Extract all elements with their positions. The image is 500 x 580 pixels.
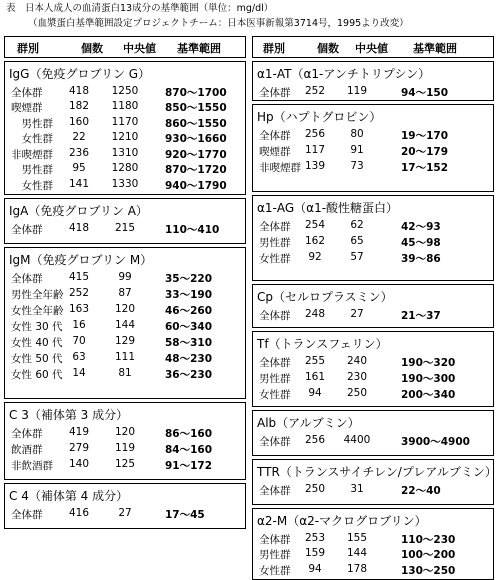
panel-title: α1-AT（α1-アンチトリプシン） bbox=[257, 67, 431, 81]
row-median: 250 bbox=[346, 387, 368, 399]
lab-panel bbox=[252, 61, 494, 101]
row-range: 91～172 bbox=[165, 460, 213, 472]
row-count: 250 bbox=[304, 483, 326, 495]
row-count: 182 bbox=[68, 100, 90, 113]
row-group: 女性群 bbox=[11, 133, 53, 146]
row-range: 920～1770 bbox=[165, 148, 227, 161]
row-group: 女性 50 代 bbox=[11, 353, 63, 365]
lab-panel bbox=[4, 198, 246, 244]
row-count: 162 bbox=[304, 235, 326, 247]
row-count: 139 bbox=[304, 160, 326, 172]
header-median: 中央値 bbox=[355, 42, 388, 55]
row-count: 163 bbox=[68, 303, 90, 315]
table-source-note: （血漿蛋白基準範囲設定プロジェクトチーム：日本医事新報第3714号，1995より改変） bbox=[28, 18, 409, 29]
row-median: 87 bbox=[118, 287, 132, 299]
row-median: 215 bbox=[114, 222, 136, 234]
row-median: 155 bbox=[346, 532, 368, 544]
row-count: 159 bbox=[304, 547, 326, 560]
lab-panel bbox=[4, 61, 246, 195]
row-group: 女性群 bbox=[259, 253, 291, 265]
row-group: 女性全年齢 bbox=[11, 305, 64, 317]
row-median: 125 bbox=[114, 458, 136, 470]
row-median: 144 bbox=[114, 319, 136, 331]
row-group: 全体群 bbox=[11, 224, 43, 236]
lab-panel bbox=[252, 459, 497, 505]
row-group: 男性群 bbox=[11, 164, 53, 177]
table-row bbox=[253, 218, 493, 234]
row-median: 91 bbox=[350, 144, 364, 156]
header-group: 群別 bbox=[17, 42, 39, 55]
row-median: 57 bbox=[350, 251, 364, 263]
row-group: 男性群 bbox=[259, 549, 291, 562]
row-count: 279 bbox=[68, 442, 90, 454]
table-row bbox=[5, 318, 245, 334]
row-range: 48～230 bbox=[165, 353, 213, 365]
row-median: 27 bbox=[350, 308, 364, 320]
row-count: 253 bbox=[304, 532, 326, 544]
row-range: 36～230 bbox=[165, 369, 213, 381]
right-column bbox=[252, 36, 497, 577]
row-count: 236 bbox=[68, 146, 90, 159]
panel-title: Alb（アルブミン） bbox=[257, 416, 360, 430]
row-range: 39～86 bbox=[401, 253, 441, 265]
table-row bbox=[253, 531, 493, 547]
table-row bbox=[253, 84, 493, 100]
row-range: 860～1550 bbox=[165, 117, 227, 130]
row-range: 86～160 bbox=[165, 428, 213, 440]
row-range: 850～1550 bbox=[165, 102, 227, 115]
row-group: 男性群 bbox=[259, 373, 291, 385]
row-group: 全体群 bbox=[259, 534, 291, 546]
header-count: 個数 bbox=[81, 42, 103, 55]
panel-title: α1-AG（α1-酸性糖蛋白） bbox=[257, 201, 399, 215]
header-count: 個数 bbox=[317, 42, 339, 55]
lab-panel bbox=[252, 195, 494, 281]
row-median: 62 bbox=[350, 219, 364, 231]
row-median: 120 bbox=[114, 303, 136, 315]
row-range: 17～152 bbox=[401, 162, 449, 174]
lab-panel bbox=[4, 402, 246, 480]
table-row bbox=[253, 370, 493, 386]
table-row bbox=[5, 506, 245, 522]
panel-title: Tf（トランスフェリン） bbox=[257, 337, 388, 351]
row-count: 161 bbox=[304, 371, 326, 383]
row-median: 4400 bbox=[343, 434, 371, 446]
row-count: 416 bbox=[68, 507, 90, 519]
row-range: 20～179 bbox=[401, 146, 449, 158]
table-row bbox=[5, 366, 245, 382]
lab-panel bbox=[252, 331, 494, 407]
left-table-header bbox=[4, 36, 246, 58]
row-count: 248 bbox=[304, 308, 326, 320]
row-count: 419 bbox=[68, 426, 90, 438]
row-count: 70 bbox=[72, 335, 86, 347]
row-range: 870～1720 bbox=[165, 164, 227, 177]
row-group: 飲酒群 bbox=[11, 444, 43, 456]
row-group: 全体群 bbox=[259, 436, 291, 448]
left-column bbox=[4, 36, 246, 564]
row-range: 21～37 bbox=[401, 310, 441, 322]
table-row bbox=[5, 457, 245, 473]
row-group: 非喫煙群 bbox=[11, 148, 53, 161]
panel-title: IgA（免疫グロブリン A） bbox=[9, 204, 148, 218]
row-count: 252 bbox=[68, 287, 90, 299]
lab-panel bbox=[252, 104, 494, 192]
row-count: 140 bbox=[68, 458, 90, 470]
row-range: 190～320 bbox=[401, 357, 456, 369]
row-range: 940～1790 bbox=[165, 179, 227, 192]
row-group: 全体群 bbox=[259, 221, 291, 233]
row-range: 84～160 bbox=[165, 444, 213, 456]
lab-panel bbox=[252, 508, 494, 580]
row-range: 42～93 bbox=[401, 221, 441, 233]
row-count: 418 bbox=[68, 85, 90, 97]
row-group: 女性 30 代 bbox=[11, 321, 63, 333]
panel-title: IgG（免疫グロブリン G） bbox=[9, 67, 151, 81]
row-median: 1210 bbox=[111, 131, 139, 144]
row-count: 252 bbox=[304, 85, 326, 97]
row-group: 全体群 bbox=[11, 87, 43, 99]
row-count: 254 bbox=[304, 219, 326, 231]
row-group: 女性群 bbox=[11, 179, 53, 192]
row-count: 22 bbox=[72, 131, 86, 144]
row-count: 117 bbox=[304, 144, 326, 156]
table-row bbox=[5, 425, 245, 441]
row-group: 女性 40 代 bbox=[11, 337, 63, 349]
row-median: 31 bbox=[350, 483, 364, 495]
table-row bbox=[5, 161, 245, 177]
row-group: 全体群 bbox=[259, 485, 291, 497]
row-range: 35～220 bbox=[165, 273, 213, 285]
table-row bbox=[253, 234, 493, 250]
header-group: 群別 bbox=[263, 42, 285, 55]
row-range: 190～300 bbox=[401, 373, 456, 385]
row-median: 1250 bbox=[111, 85, 139, 97]
panel-title: Cp（セルロプラスミン） bbox=[257, 290, 393, 304]
row-median: 65 bbox=[350, 235, 364, 247]
table-row bbox=[5, 441, 245, 457]
row-group: 全体群 bbox=[11, 273, 43, 285]
row-count: 141 bbox=[68, 177, 90, 190]
header-range: 基準範囲 bbox=[413, 42, 457, 55]
row-median: 1170 bbox=[111, 115, 139, 128]
header-median: 中央値 bbox=[123, 42, 156, 55]
row-range: 46～260 bbox=[165, 305, 213, 317]
row-range: 33～190 bbox=[165, 289, 213, 301]
row-count: 95 bbox=[72, 162, 86, 175]
row-range: 22～40 bbox=[401, 485, 441, 497]
row-range: 110～230 bbox=[401, 534, 456, 546]
row-count: 94 bbox=[308, 387, 322, 399]
row-median: 1280 bbox=[111, 162, 139, 175]
row-count: 92 bbox=[308, 251, 322, 263]
row-median: 178 bbox=[346, 562, 368, 575]
row-range: 60～340 bbox=[165, 321, 213, 333]
table-row bbox=[5, 334, 245, 350]
row-group: 全体群 bbox=[11, 509, 43, 521]
row-group: 男性群 bbox=[11, 117, 53, 130]
row-median: 119 bbox=[114, 442, 136, 454]
table-row bbox=[5, 99, 245, 115]
row-count: 16 bbox=[72, 319, 86, 331]
row-range: 58～310 bbox=[165, 337, 213, 349]
table-row bbox=[5, 270, 245, 286]
row-median: 27 bbox=[118, 507, 132, 519]
row-range: 94～150 bbox=[401, 87, 449, 99]
table-row bbox=[253, 354, 493, 370]
table-row bbox=[253, 546, 493, 562]
table-row bbox=[253, 143, 493, 159]
row-median: 1330 bbox=[111, 177, 139, 190]
table-row bbox=[5, 84, 245, 100]
row-median: 230 bbox=[346, 371, 368, 383]
table-row bbox=[5, 115, 245, 131]
row-group: 非喫煙群 bbox=[259, 162, 301, 174]
row-median: 73 bbox=[350, 160, 364, 172]
row-median: 120 bbox=[114, 426, 136, 438]
row-range: 45～98 bbox=[401, 237, 441, 249]
row-median: 80 bbox=[350, 128, 364, 140]
row-group: 男性群 bbox=[259, 237, 291, 249]
row-range: 930～1660 bbox=[165, 133, 227, 146]
row-count: 418 bbox=[68, 222, 90, 234]
row-count: 415 bbox=[68, 271, 90, 283]
row-group: 喫煙群 bbox=[259, 146, 291, 158]
row-group: 喫煙群 bbox=[11, 102, 43, 115]
row-median: 240 bbox=[346, 355, 368, 367]
row-count: 160 bbox=[68, 115, 90, 128]
row-group: 女性 60 代 bbox=[11, 369, 63, 381]
panel-title: Hp（ハプトグロビン） bbox=[257, 110, 382, 124]
table-row bbox=[253, 562, 493, 578]
table-row bbox=[5, 286, 245, 302]
table-row bbox=[5, 302, 245, 318]
row-group: 全体群 bbox=[259, 130, 291, 142]
panel-title: C 3（補体第 3 成分） bbox=[9, 408, 129, 422]
table-row bbox=[5, 221, 245, 237]
row-range: 3900～4900 bbox=[401, 436, 470, 448]
header-range: 基準範囲 bbox=[177, 42, 221, 55]
table-row bbox=[253, 433, 493, 449]
panel-title: α2-M（α2-マクログロブリン） bbox=[257, 514, 427, 528]
row-group: 非飲酒群 bbox=[11, 460, 53, 472]
row-median: 1310 bbox=[111, 146, 139, 159]
row-group: 男性全年齢 bbox=[11, 289, 64, 301]
panel-title: TTR（トランスサイチレン/プレアルブミン） bbox=[257, 465, 497, 479]
table-row bbox=[5, 146, 245, 162]
lab-panel bbox=[4, 483, 246, 529]
lab-panel bbox=[4, 247, 246, 399]
row-count: 255 bbox=[304, 355, 326, 367]
row-range: 870～1700 bbox=[165, 87, 227, 99]
row-range: 110～410 bbox=[165, 224, 220, 236]
right-table-header bbox=[252, 36, 494, 58]
lab-panel bbox=[252, 410, 494, 456]
table-row bbox=[253, 386, 493, 402]
row-range: 130～250 bbox=[401, 564, 456, 577]
row-range: 19～170 bbox=[401, 130, 449, 142]
table-row bbox=[253, 159, 493, 175]
row-median: 129 bbox=[114, 335, 136, 347]
row-median: 119 bbox=[346, 85, 368, 97]
row-count: 256 bbox=[304, 434, 326, 446]
row-median: 99 bbox=[118, 271, 132, 283]
row-range: 100～200 bbox=[401, 549, 456, 562]
panel-title: IgM（免疫グロブリン M） bbox=[9, 253, 153, 267]
row-median: 144 bbox=[346, 547, 368, 560]
row-range: 200～340 bbox=[401, 389, 456, 401]
table-row bbox=[253, 307, 493, 323]
table-row bbox=[5, 350, 245, 366]
row-group: 全体群 bbox=[259, 87, 291, 99]
row-median: 81 bbox=[118, 367, 132, 379]
row-group: 女性群 bbox=[259, 564, 291, 577]
row-group: 全体群 bbox=[11, 428, 43, 440]
row-count: 63 bbox=[72, 351, 86, 363]
panel-title: C 4（補体第 4 成分） bbox=[9, 489, 129, 503]
table-row bbox=[253, 482, 493, 498]
row-range: 17～45 bbox=[165, 509, 205, 521]
table-row bbox=[253, 250, 493, 266]
table-row bbox=[5, 130, 245, 146]
row-median: 1180 bbox=[111, 100, 139, 113]
row-group: 女性群 bbox=[259, 389, 291, 401]
table-row bbox=[253, 127, 493, 143]
table-row bbox=[5, 177, 245, 193]
lab-panel bbox=[252, 284, 494, 328]
table-caption: 表 日本人成人の血清蛋白13成分の基準範囲（単位：mg/dl） bbox=[6, 3, 274, 14]
row-count: 94 bbox=[308, 562, 322, 575]
row-count: 256 bbox=[304, 128, 326, 140]
row-median: 111 bbox=[114, 351, 136, 363]
row-group: 全体群 bbox=[259, 310, 291, 322]
row-group: 全体群 bbox=[259, 357, 291, 369]
row-count: 14 bbox=[72, 367, 86, 379]
